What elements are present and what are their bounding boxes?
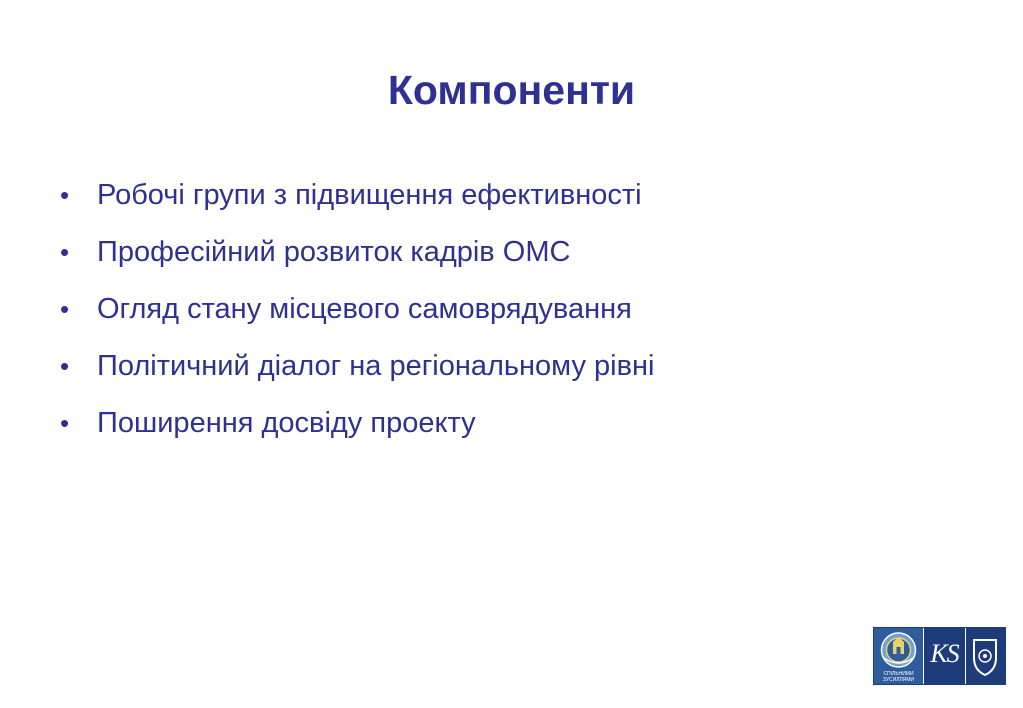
bullet-text: Поширення досвіду проекту bbox=[97, 407, 476, 439]
bullet-list bbox=[56, 170, 654, 455]
bullet-marker: • bbox=[60, 408, 70, 438]
ks-logo-text: KS bbox=[930, 639, 959, 668]
bullet-text: Політичний діалог на регіональному рівні bbox=[97, 350, 655, 382]
bullet-item bbox=[56, 227, 654, 284]
bullet-item bbox=[56, 284, 654, 341]
bullet-marker: • bbox=[60, 237, 70, 267]
partner-logos bbox=[873, 627, 1006, 685]
bullet-marker: • bbox=[60, 351, 70, 381]
joint-efforts-emblem-icon bbox=[874, 628, 923, 684]
bullet-item bbox=[56, 170, 654, 227]
crest-logo bbox=[966, 628, 1005, 684]
slide-title: Компоненти bbox=[387, 67, 636, 113]
bullet-text: Професійний розвиток кадрів ОМС bbox=[97, 236, 571, 268]
bullet-item bbox=[56, 398, 654, 455]
emblem-text-line1: СПІЛЬНИМИ bbox=[883, 671, 914, 677]
bullet-item bbox=[56, 341, 654, 398]
bullet-text: Робочі групи з підвищення ефективності bbox=[97, 179, 642, 211]
bullet-marker: • bbox=[60, 294, 70, 324]
bullet-marker: • bbox=[60, 180, 70, 210]
crest-shield-icon bbox=[966, 628, 1004, 684]
ks-logo bbox=[924, 628, 966, 684]
bullet-text: Огляд стану місцевого самоврядування bbox=[97, 293, 632, 325]
joint-efforts-logo bbox=[874, 628, 924, 684]
emblem-text-line2: ЗУСИЛЛЯМИ bbox=[882, 677, 915, 683]
